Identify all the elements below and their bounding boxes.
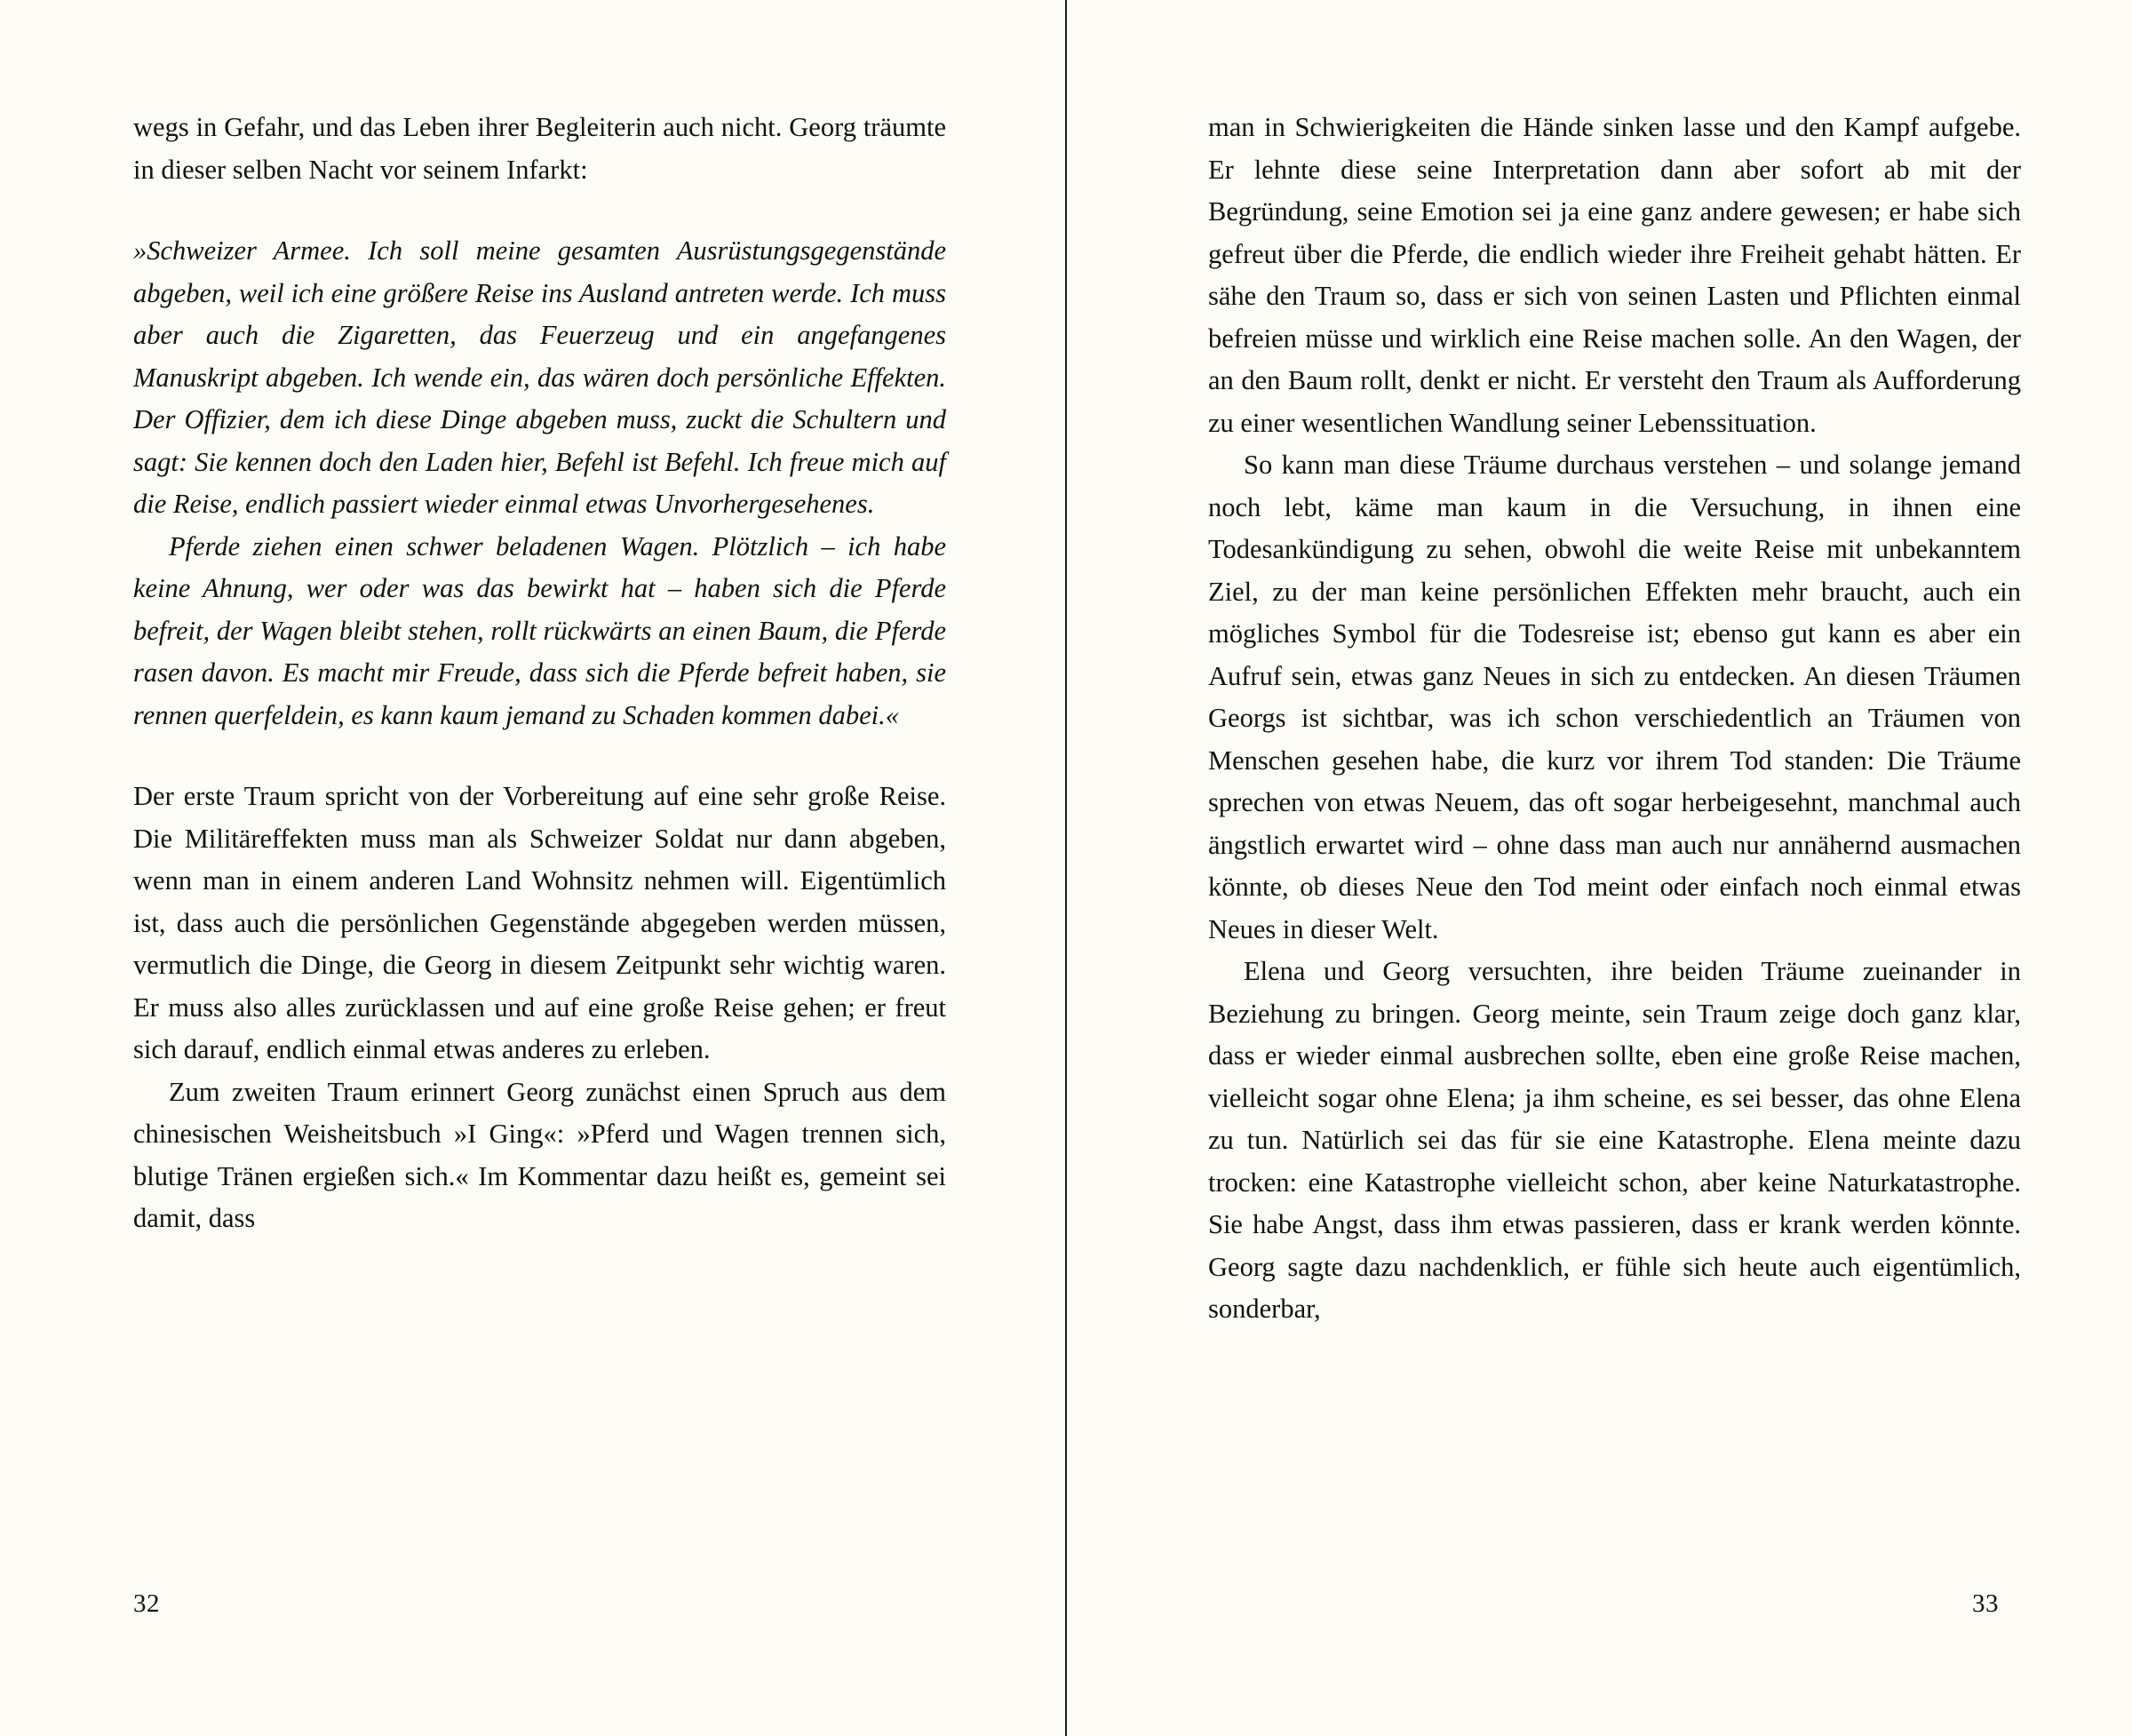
paragraph-body-4: Elena und Georg versuchten, ihre beiden Träume zueinander in Beziehung zu bringen. Georg meinte, sein Traum zeige doch ganz klar, dass er wieder einmal ausbrechen sollte, eben eine große Reise machen, vielleicht sogar ohne Elena; ja ihm scheine, es sei besser, das ohne Elena zu tun. Natürlich sei das für sie eine Katastrophe. Elena meinte dazu trocken: eine Katastrophe vielleicht schon, aber keine Naturkatastrophe. Sie habe Angst, dass ihm etwas passieren, dass er krank werden könnte. Georg sagte dazu nachdenklich, er fühle sich heute auch eigentümlich, sonderbar, xyxy=(1208,956,2021,1324)
paragraph-continuation: man in Schwierigkeiten die Hände sinken lasse und den Kampf aufgebe. Er lehnte diese seine Interpretation dann aber sofort ab mit der Begründung, seine Emotion sei ja eine ganz andere gewesen; er habe sich gefreut über die Pferde, die endlich wieder ihre Freiheit gehabt hätten. Er sähe den Traum so, dass er sich von seinen Lasten und Pflichten einmal befreien müsse und wirklich eine Reise machen solle. An den Wagen, der an den Baum rollt, denkt er nicht. Er versteht den Traum als Aufforderung zu einer wesentlichen Wandlung seiner Lebenssituation. xyxy=(1208,112,2021,438)
left-page-text-column xyxy=(133,107,946,1240)
right-page xyxy=(1066,0,2132,1736)
page-number-right: 33 xyxy=(1972,1589,1999,1618)
paragraph-body-2: Zum zweiten Traum erinnert Georg zunächst einen Spruch aus dem chinesischen Weisheitsbuch »I Ging«: »Pferd und Wagen trennen sich, blutige Tränen ergießen sich.« Im Kommentar dazu heißt es, gemeint sei damit, dass xyxy=(133,1076,946,1233)
quotation-paragraph-2: Pferde ziehen einen schwer beladenen Wagen. Plötzlich – ich habe keine Ahnung, wer oder was das bewirkt hat – haben sich die Pferde befreit, der Wagen bleibt stehen, rollt rückwärts an einen Baum, die Pferde rasen davon. Es macht mir Freude, dass sich die Pferde befreit haben, sie rennen querfeldein, es kann kaum jemand zu Schaden kommen dabei.« xyxy=(133,530,946,730)
paragraph-body-1: Der erste Traum spricht von der Vorbereitung auf eine sehr große Reise. Die Militäreffekten muss man als Schweizer Soldat nur dann abgeben, wenn man in einem anderen Land Wohnsitz nehmen will. Eigentümlich ist, dass auch die persönlichen Gegenstände abgegeben werden müssen, vermutlich die Dinge, die Georg in diesem Zeitpunkt sehr wichtig waren. Er muss also alles zurücklassen und auf eine große Reise gehen; er freut sich darauf, endlich einmal etwas anderes zu erleben. xyxy=(133,781,946,1064)
paragraph-continuation: wegs in Gefahr, und das Leben ihrer Begleiterin auch nicht. Georg träumte in dieser selben Nacht vor seinem Infarkt: xyxy=(133,112,946,185)
page-number-left: 32 xyxy=(133,1589,160,1618)
right-page-text-column xyxy=(1208,107,2021,1331)
dream-quotation-block xyxy=(133,230,946,737)
quotation-paragraph-1: »Schweizer Armee. Ich soll meine gesamten Ausrüstungsgegenstände abgeben, weil ich eine größere Reise ins Ausland antreten werde. Ich muss aber auch die Zigaretten, das Feuerzeug und ein angefangenes Manuskript abgeben. Ich wende ein, das wären doch persönliche Effekten. Der Offizier, dem ich diese Dinge abgeben muss, zuckt die Schultern und sagt: Sie kennen doch den Laden hier, Befehl ist Befehl. Ich freue mich auf die Reise, endlich passiert wieder einmal etwas Unvorhergesehenes. xyxy=(133,235,946,519)
paragraph-body-3: So kann man diese Träume durchaus verstehen – und solange jemand noch lebt, käme man kaum in die Versuchung, in ihnen eine Todesankündigung zu sehen, obwohl die weite Reise mit unbekanntem Ziel, zu der man keine persönlichen Effekten mehr braucht, auch ein mögliches Symbol für die Todesreise ist; ebenso gut kann es aber ein Aufruf sein, etwas ganz Neues in sich zu entdecken. An diesen Träumen Georgs ist sichtbar, was ich schon verschiedentlich an Träumen von Menschen gesehen habe, die kurz vor ihrem Tod standen: Die Träume sprechen von etwas Neuem, das oft sogar herbeigesehnt, manchmal auch ängstlich erwartet wird – ohne dass man auch nur annähernd ausmachen könnte, ob dieses Neue den Tod meint oder einfach noch einmal etwas Neues in dieser Welt. xyxy=(1208,450,2021,944)
